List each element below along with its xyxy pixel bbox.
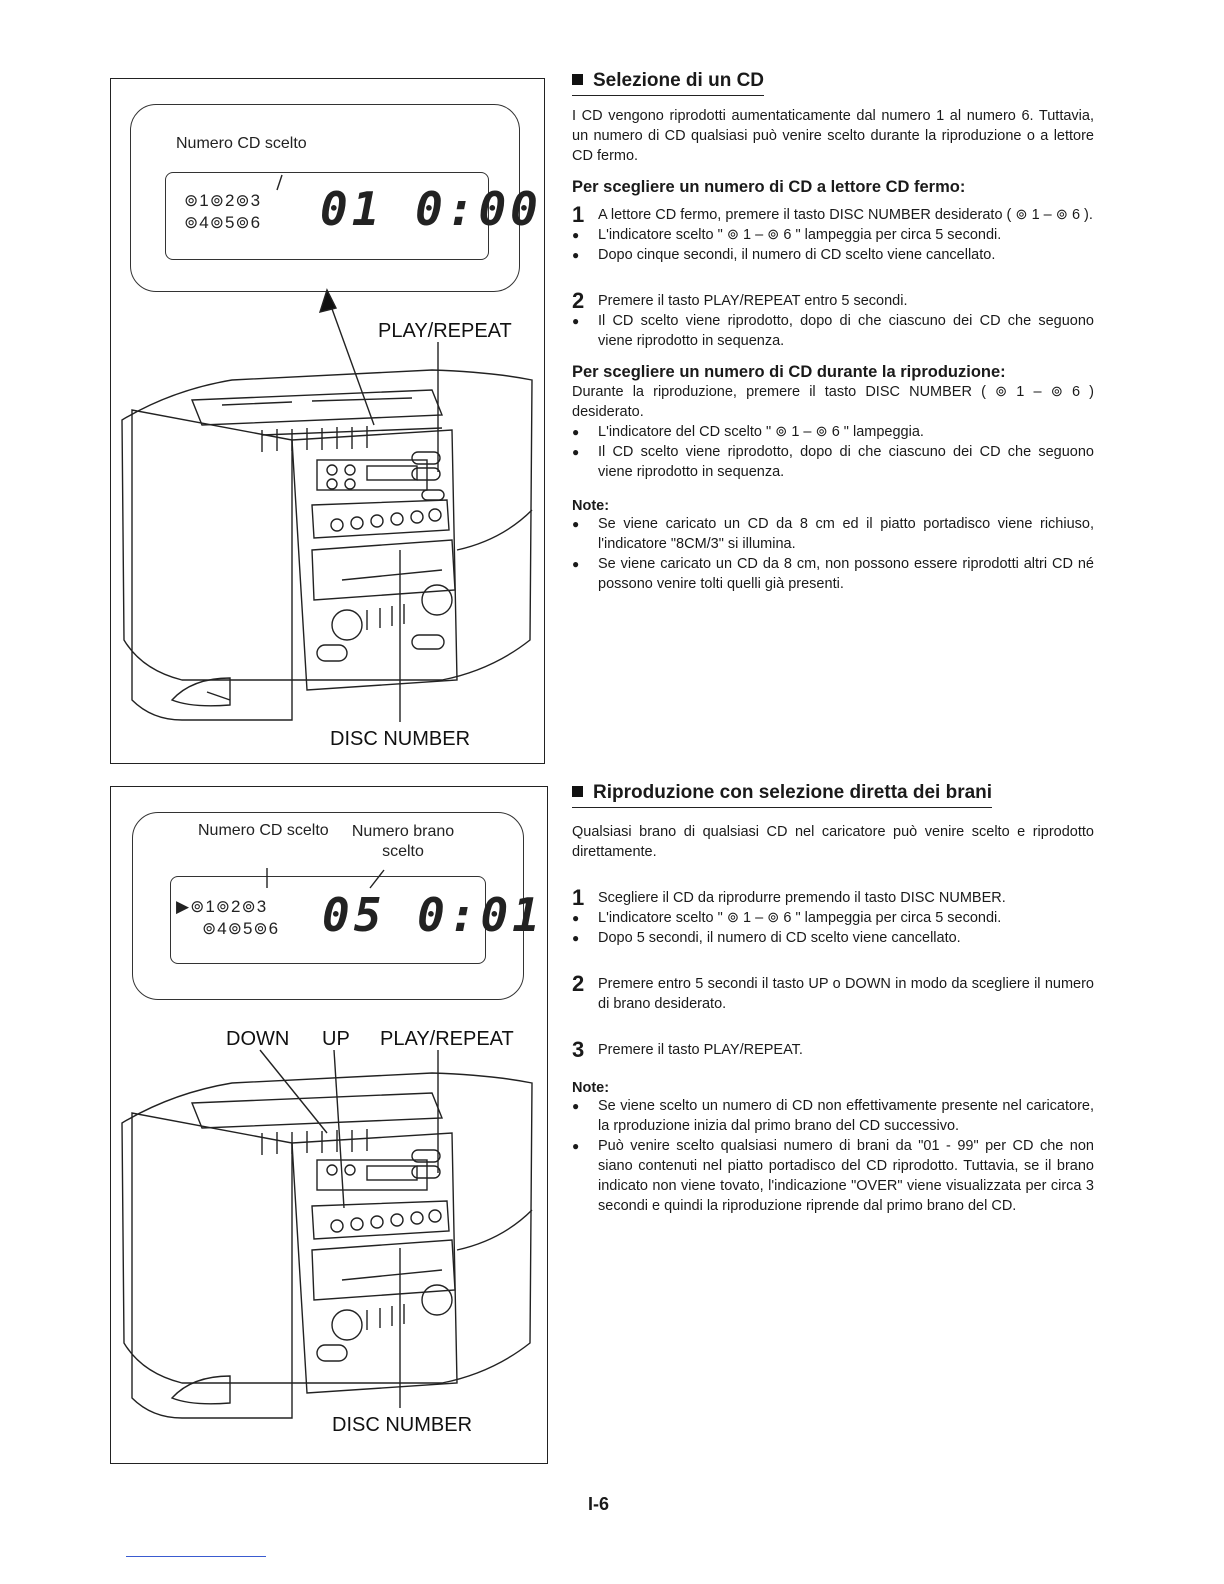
- list-item: ● L'indicatore scelto " ⊚ 1 – ⊚ 6 " lampeggia per circa 5 secondi.: [572, 225, 1094, 245]
- disc-row-top: ▶⊚1⊚2⊚3: [176, 897, 268, 916]
- step2-bullets: [572, 311, 1094, 351]
- label-play-repeat: PLAY/REPEAT: [378, 320, 512, 342]
- step1-bullets: [572, 908, 1094, 948]
- sub2-text: Durante la riproduzione, premere il tasto DISC NUMBER ( ⊚ 1 – ⊚ 6 ) desiderato.: [572, 384, 1094, 420]
- notes-1: [572, 514, 1094, 594]
- list-item: ● Se viene caricato un CD da 8 cm ed il piatto portadisco viene richiuso, l'indicatore "8CM/3" si illumina.: [572, 514, 1094, 554]
- list-item: ● Se viene caricato un CD da 8 cm, non possono essere riprodotti altri CD né possono venire tolti quelli già presenti.: [572, 554, 1094, 594]
- section-selezione-diretta: [572, 782, 1094, 1216]
- list-item: ● Può venire scelto qualsiasi numero di brani da "01 - 99" per CD che non siano contenuti nel piatto portadisco del CD riprodotto. Tuttavia, se il brano indicato non viene tovato, l'indicazione "OVER" viene visualizzata per circa 3 secondi e quindi la riproduzione riprende dal primo brano del CD.: [572, 1136, 1094, 1216]
- section-title-1: Selezione di un CD: [572, 70, 764, 96]
- segment-display-2: 05 0:01: [322, 888, 544, 942]
- step-2: 2 Premere il tasto PLAY/REPEAT entro 5 secondi.: [572, 288, 908, 313]
- note-title-1: Note:: [572, 498, 610, 514]
- section-selezione-cd: [572, 70, 1094, 594]
- lcd-label-track: Numero brano scelto: [351, 823, 455, 860]
- step-1: 1 A lettore CD fermo, premere il tasto DISC NUMBER desiderato ( ⊚ 1 – ⊚ 6 ).: [572, 202, 1093, 227]
- page-number: I-6: [588, 1494, 610, 1514]
- segment-display-1: 01 0:00: [320, 182, 542, 236]
- step1-bullets: [572, 225, 1094, 265]
- list-item: ● Dopo cinque secondi, il numero di CD scelto viene cancellato.: [572, 245, 1094, 265]
- square-bullet-icon: [572, 74, 583, 85]
- note-title-2: Note:: [572, 1080, 610, 1096]
- section1-intro: I CD vengono riprodotti aumentaticamente dal numero 1 al numero 6. Tuttavia, un numero di CD qualsiasi può venire scelto durante la riproduzione o a lettore CD fermo.: [572, 108, 1094, 164]
- lcd-label-cd: Numero CD scelto: [176, 135, 307, 152]
- section-title-2: Riproduzione con selezione diretta dei brani: [572, 782, 992, 808]
- square-bullet-icon: [572, 786, 583, 797]
- list-item: ● Se viene scelto un numero di CD non effettivamente presente nel caricatore, la rproduzione inizia dal primo brano del CD successivo.: [572, 1096, 1094, 1136]
- step-3: 3 Premere il tasto PLAY/REPEAT.: [572, 1037, 803, 1062]
- section2-intro: Qualsiasi brano di qualsiasi CD nel caricatore può venire scelto e riprodotto direttamente.: [572, 824, 1094, 860]
- subheading-playing: Per scegliere un numero di CD durante la riproduzione:: [572, 363, 1006, 381]
- step-1: 1 Scegliere il CD da riprodurre premendo il tasto DISC NUMBER.: [572, 885, 1006, 910]
- disc-row-top: ⊚1⊚2⊚3: [184, 191, 262, 210]
- list-item: ● Dopo 5 secondi, il numero di CD scelto viene cancellato.: [572, 928, 1094, 948]
- boombox-illustration-1: [112, 80, 542, 760]
- arrow-icon: [320, 290, 336, 312]
- notes-2: [572, 1096, 1094, 1216]
- label-disc-number: DISC NUMBER: [330, 728, 471, 750]
- label-disc-number-2: DISC NUMBER: [332, 1414, 473, 1436]
- list-item: ● Il CD scelto viene riprodotto, dopo di che ciascuno dei CD che seguono viene riprodotto in sequenza.: [572, 442, 1094, 482]
- lcd-label-cd-2: Numero CD scelto: [198, 822, 329, 839]
- label-up: UP: [322, 1028, 350, 1050]
- boombox-illustration-2: [112, 788, 544, 1460]
- label-play-repeat-2: PLAY/REPEAT: [380, 1028, 514, 1050]
- label-down: DOWN: [226, 1028, 290, 1050]
- list-item: ● Il CD scelto viene riprodotto, dopo di che ciascuno dei CD che seguono viene riprodotto in sequenza.: [572, 311, 1094, 351]
- list-item: ● L'indicatore scelto " ⊚ 1 – ⊚ 6 " lampeggia per circa 5 secondi.: [572, 908, 1094, 928]
- list-item: ● L'indicatore del CD scelto " ⊚ 1 – ⊚ 6 " lampeggia.: [572, 422, 1094, 442]
- disc-row-bottom: ⊚4⊚5⊚6: [184, 213, 262, 232]
- step-2: 2 Premere entro 5 secondi il tasto UP o DOWN in modo da scegliere il numero di brano desiderato.: [572, 971, 1094, 1012]
- subheading-stopped: Per scegliere un numero di CD a lettore CD fermo:: [572, 178, 966, 196]
- disc-row-bottom: ⊚4⊚5⊚6: [202, 919, 280, 938]
- footer-divider: [126, 1556, 266, 1557]
- disc-number-buttons: [331, 509, 441, 531]
- sub2-bullets: [572, 422, 1094, 482]
